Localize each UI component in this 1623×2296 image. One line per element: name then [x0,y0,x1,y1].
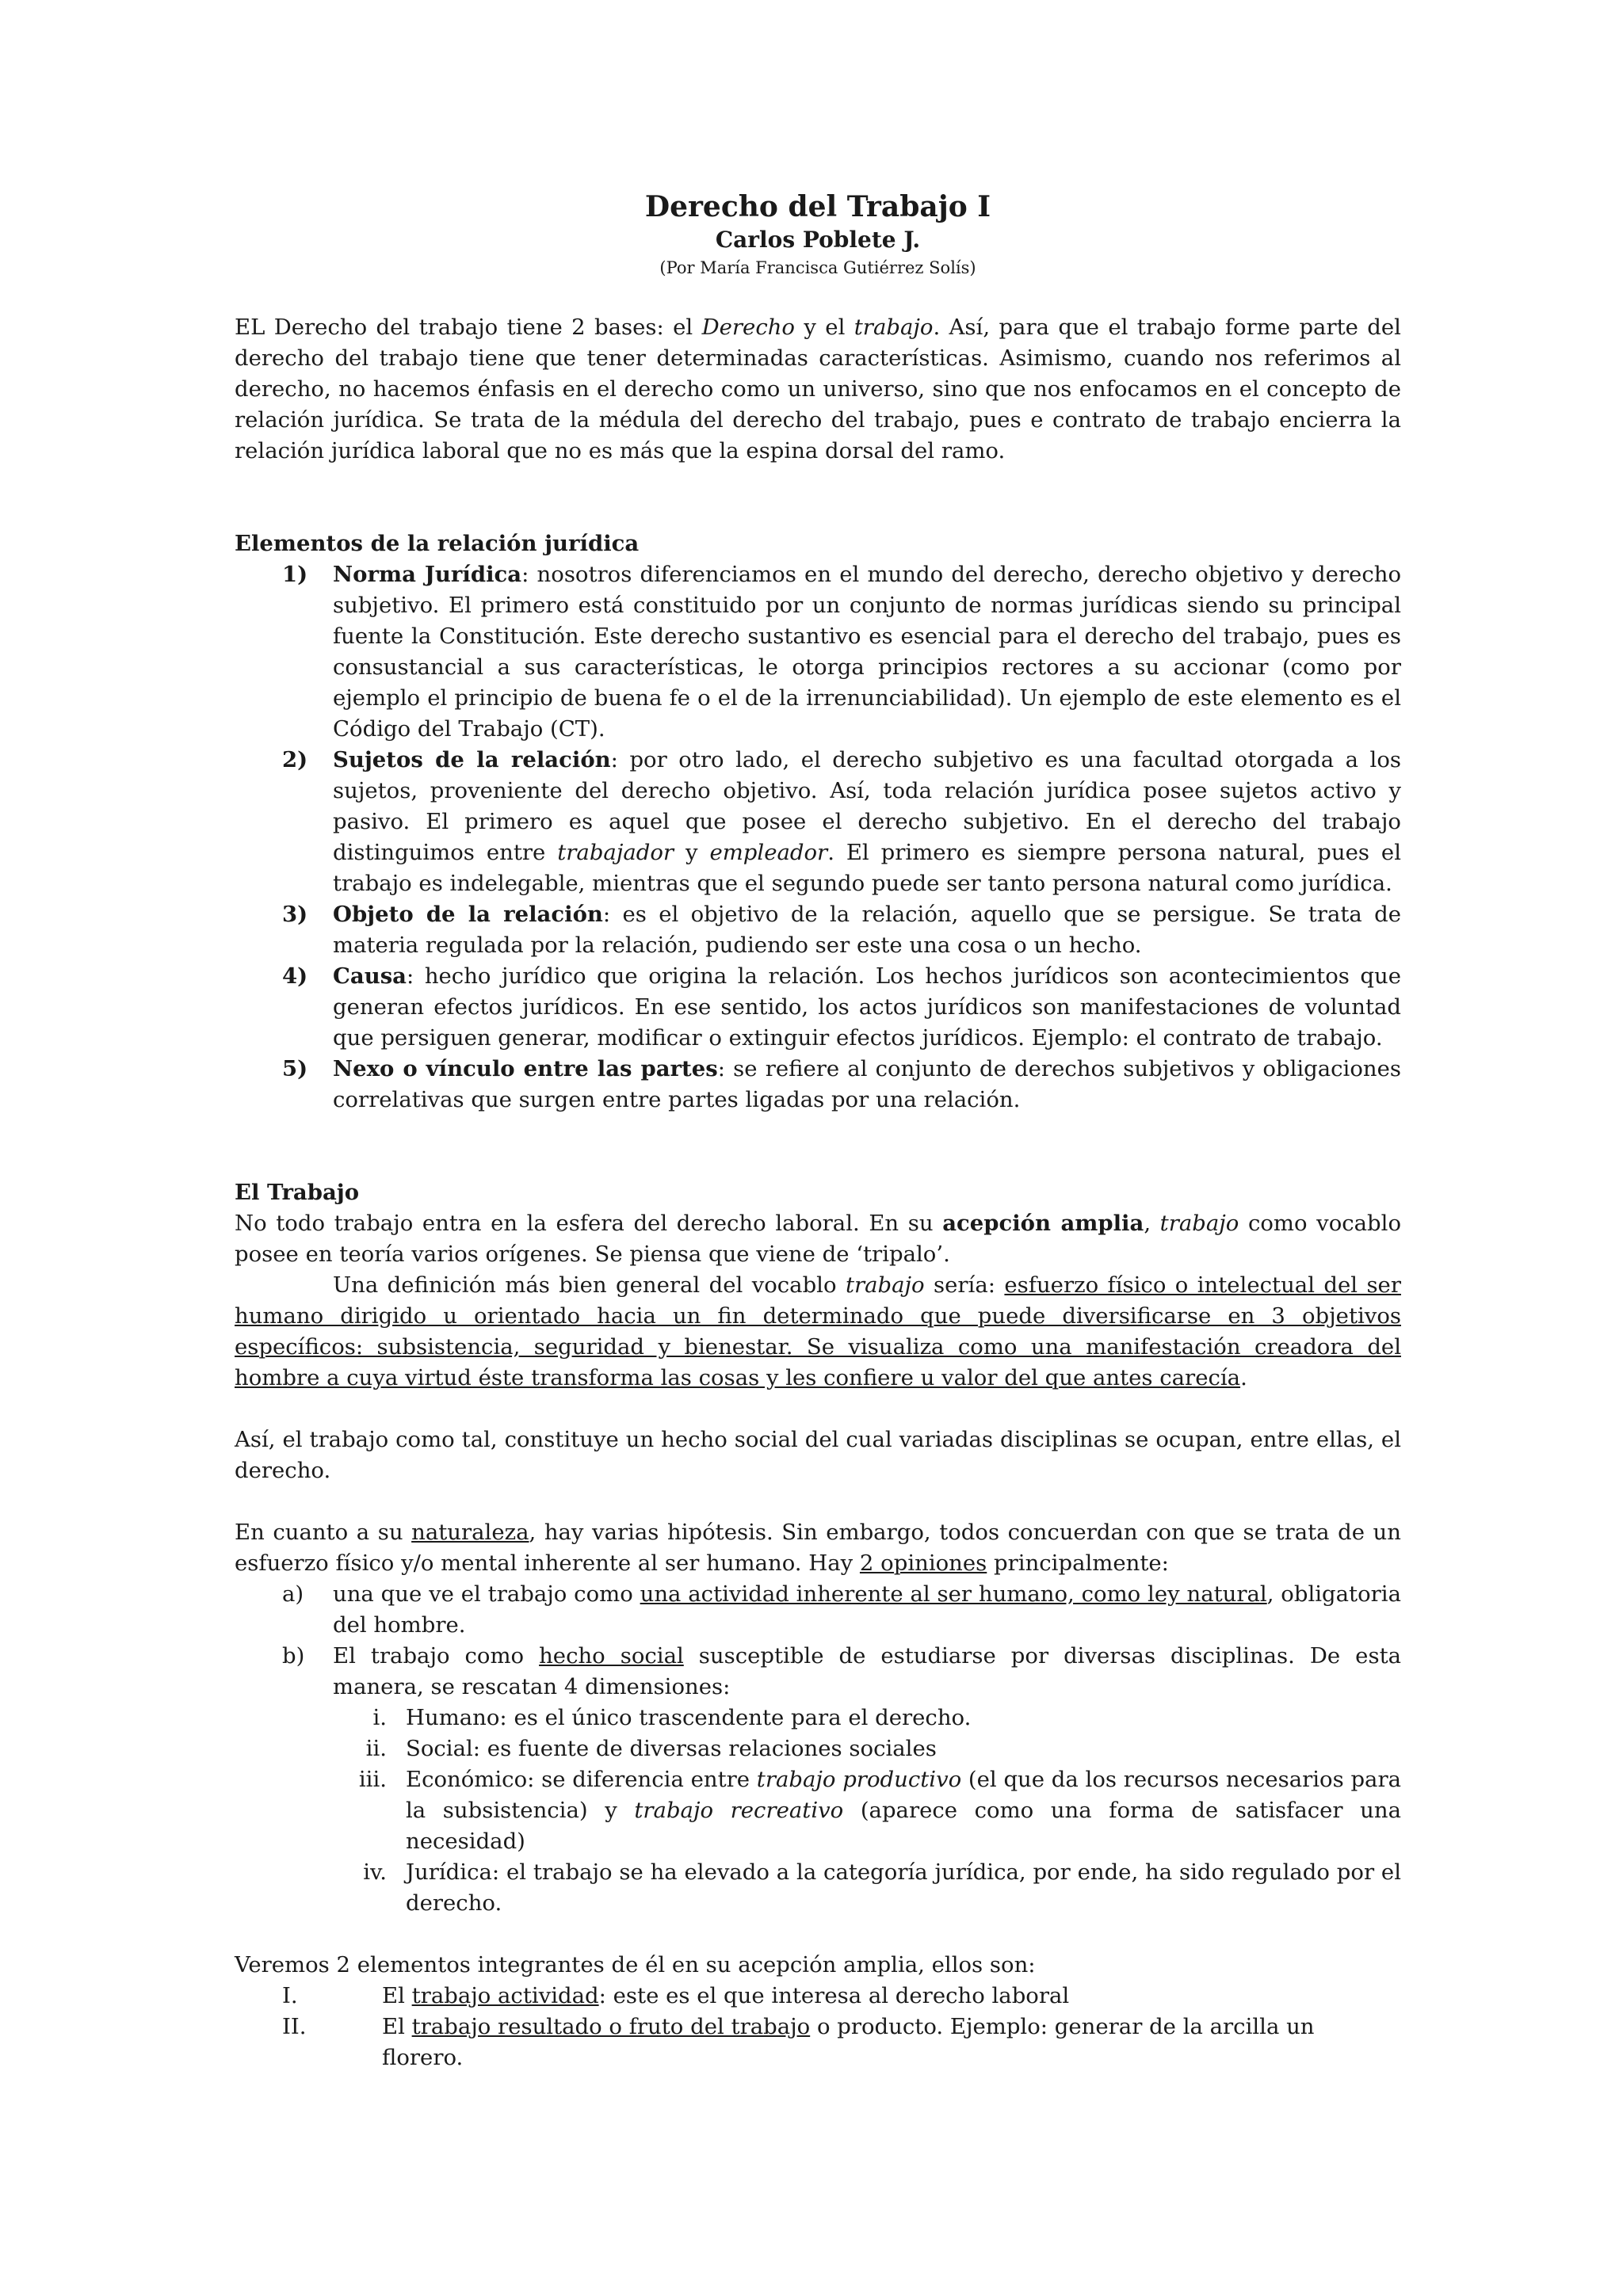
paragraph-text: En cuanto a su [235,1520,412,1545]
trabajo-paragraph-3: Así, el trabajo como tal, constituye un hecho social del cual variadas disciplinas se ocupan, entre ellas, el derecho. [235,1427,1401,1483]
trabajo-paragraph-1 [235,1208,1401,1270]
list-marker: b) [282,1643,305,1669]
list-marker: ii. [365,1736,387,1761]
list-text: Humano: es el único trascendente para el derecho. [406,1705,972,1730]
paragraph-text: . [1240,1365,1247,1390]
list-emphasis: trabajador [557,840,674,865]
intro-emphasis: Derecho [701,315,795,340]
list-item [235,1054,1401,1116]
list-emphasis: trabajo recreativo [634,1798,844,1823]
list-marker: iv. [363,1859,387,1885]
list-marker: I. [282,1983,298,2008]
trabajo-paragraph-2 [235,1270,1401,1394]
list-emphasis: trabajo productivo [756,1767,962,1792]
list-text: : es el objetivo de la relación, aquello que se persigue. Se trata de materia regulada por la relación, pudiendo ser este una cosa o un hecho. [333,902,1401,958]
section-title-trabajo: El Trabajo [235,1180,360,1205]
list-term: Causa [333,963,407,989]
list-text: Social: es fuente de diversas relaciones sociales [406,1736,937,1761]
list-text: Económico: se diferencia entre [406,1767,757,1792]
list-item [235,1703,1401,1733]
list-text: (aparece como una forma de satisfacer una necesidad) [406,1798,1401,1854]
intro-paragraph [235,312,1401,467]
paragraph-text: como vocablo posee en teoría varios orígenes. Se piensa que viene de ‘tripalo’. [235,1211,1402,1267]
list-text: , obligatoria del hombre. [333,1581,1401,1638]
list-term: Norma Jurídica [333,562,522,587]
paragraph-bold: acepción amplia [942,1211,1144,1236]
list-text: una que ve el trabajo como [333,1581,640,1607]
list-item [235,961,1401,1054]
list-marker: II. [282,2014,307,2039]
paragraph-text: No todo trabajo entra en la esfera del derecho laboral. En su [235,1211,943,1236]
list-emphasis: empleador [709,840,828,865]
paragraph-underlined: 2 opiniones [859,1550,987,1576]
paragraph-underlined: naturaleza [411,1520,529,1545]
list-underlined: trabajo resultado o fruto del trabajo [411,2014,811,2039]
trabajo-paragraph-5: Veremos 2 elementos integrantes de él en su acepción amplia, ellos son: [235,1952,1036,1978]
list-item [235,2012,1401,2073]
list-term: Objeto de la relación [333,902,603,927]
list-item [235,745,1401,899]
list-term: Nexo o vínculo entre las partes [333,1056,718,1081]
list-text: El [382,2014,412,2039]
elements-list [235,1981,1401,2073]
list-item [235,1733,1401,1764]
dimensions-list [235,1703,1401,1919]
paragraph-text: , [1144,1211,1160,1236]
list-text: susceptible de estudiarse por diversas disciplinas. De esta manera, se rescatan 4 dimensiones: [333,1643,1402,1699]
list-text: Jurídica: el trabajo se ha elevado a la categoría jurídica, por ende, ha sido regulado por el derecho. [406,1859,1401,1916]
intro-text: . Así, para que el trabajo forme parte del derecho del trabajo tiene que tener determinadas características. Asimismo, cuando nos referimos al derecho, no hacemos énfasis en el derecho como un universo, sino que nos enfocamos en el concepto de relación jurídica. Se trata de la médula del derecho del trabajo, pues e contrato de trabajo encierra la relación jurídica laboral que no es más que la espina dorsal del ramo. [235,315,1401,463]
paragraph-text: , hay varias hipótesis. Sin embargo, todos concuerdan con que se trata de un esfuerzo físico y/o mental inherente al ser humano. Hay [235,1520,1401,1576]
list-text: y [674,840,710,865]
list-item [235,559,1401,745]
list-text: El [382,1983,412,2008]
list-text: : hecho jurídico que origina la relación. Los hechos jurídicos son acontecimientos que generan efectos jurídicos. En ese sentido, los actos jurídicos son manifestaciones de voluntad que persiguen generar, modificar o extinguir efectos jurídicos. Ejemplo: el contrato de trabajo. [333,963,1401,1051]
list-underlined: hecho social [539,1643,684,1669]
list-text: El trabajo como [333,1643,540,1669]
trabajo-paragraph-4 [235,1517,1401,1579]
list-marker: 3) [282,902,308,927]
definition-underlined: esfuerzo físico o intelectual del ser humano dirigido u orientado hacia un fin determinado que puede diversificarse en 3 objetivos específicos: subsistencia, seguridad y bienestar. Se visualiza como una manifestación creadora del hombre a cuya virtud éste transforma las cosas y les confiere u valor del que antes carecía [235,1272,1401,1390]
elementos-list [235,559,1401,1116]
list-item [235,899,1401,961]
list-marker: 2) [282,747,308,772]
list-item [235,1981,1401,2012]
list-text: : este es el que interesa al derecho laboral [598,1983,1070,2008]
list-item [235,1764,1401,1857]
document-author: Carlos Poblete J. [715,227,921,253]
list-text: . El primero es siempre persona natural, pues el trabajo es indelegable, mientras que el segundo puede ser tanto persona natural como jurídica. [333,840,1401,896]
document-byline: (Por María Francisca Gutiérrez Solís) [659,258,976,277]
list-item [235,1579,1401,1641]
list-text: (el que da los recursos necesarios para la subsistencia) y [406,1767,1401,1823]
document-body [235,189,1401,2073]
paragraph-text: principalmente: [987,1550,1169,1576]
list-marker: 4) [282,963,308,989]
list-text: o producto. Ejemplo: generar de la arcilla un florero. [382,2014,1315,2070]
paragraph-text: Una definición más bien general del vocablo [333,1272,846,1298]
list-marker: i. [372,1705,387,1730]
document-title: Derecho del Trabajo I [644,190,991,223]
list-marker: a) [282,1581,304,1607]
list-underlined: trabajo actividad [411,1983,599,2008]
list-item [235,1641,1401,1703]
document-header [235,189,1401,280]
list-term: Sujetos de la relación [333,747,611,772]
paragraph-emphasis: trabajo [1159,1211,1239,1236]
intro-emphasis: trabajo [854,315,934,340]
list-text: : nosotros diferenciamos en el mundo del derecho, derecho objetivo y derecho subjetivo. El primero está constituido por un conjunto de normas jurídicas siendo su principal fuente la Constitución. Este derecho sustantivo es esencial para el derecho del trabajo, pues es consustancial a sus características, le otorga principios rectores a su accionar (como por ejemplo el principio de buena fe o el de la irrenunciabilidad). Un ejemplo de este elemento es el Código del Trabajo (CT). [333,562,1402,742]
intro-text: y el [795,315,854,340]
section-title-elementos: Elementos de la relación jurídica [235,531,640,556]
list-marker: 5) [282,1056,308,1081]
paragraph-emphasis: trabajo [845,1272,925,1298]
opinions-list [235,1579,1401,1703]
list-marker: 1) [282,562,308,587]
list-underlined: una actividad inherente al ser humano, como ley natural [640,1581,1267,1607]
list-text: : por otro lado, el derecho subjetivo es una facultad otorgada a los sujetos, proveniente del derecho objetivo. Así, toda relación jurídica posee sujetos activo y pasivo. El primero es aquel que posee el derecho subjetivo. En el derecho del trabajo distinguimos entre [333,747,1401,865]
paragraph-text: sería: [924,1272,1005,1298]
list-text: : se refiere al conjunto de derechos subjetivos y obligaciones correlativas que surgen entre partes ligadas por una relación. [333,1056,1402,1112]
intro-text: EL Derecho del trabajo tiene 2 bases: el [235,315,702,340]
list-marker: iii. [358,1767,387,1792]
list-item [235,1857,1401,1919]
